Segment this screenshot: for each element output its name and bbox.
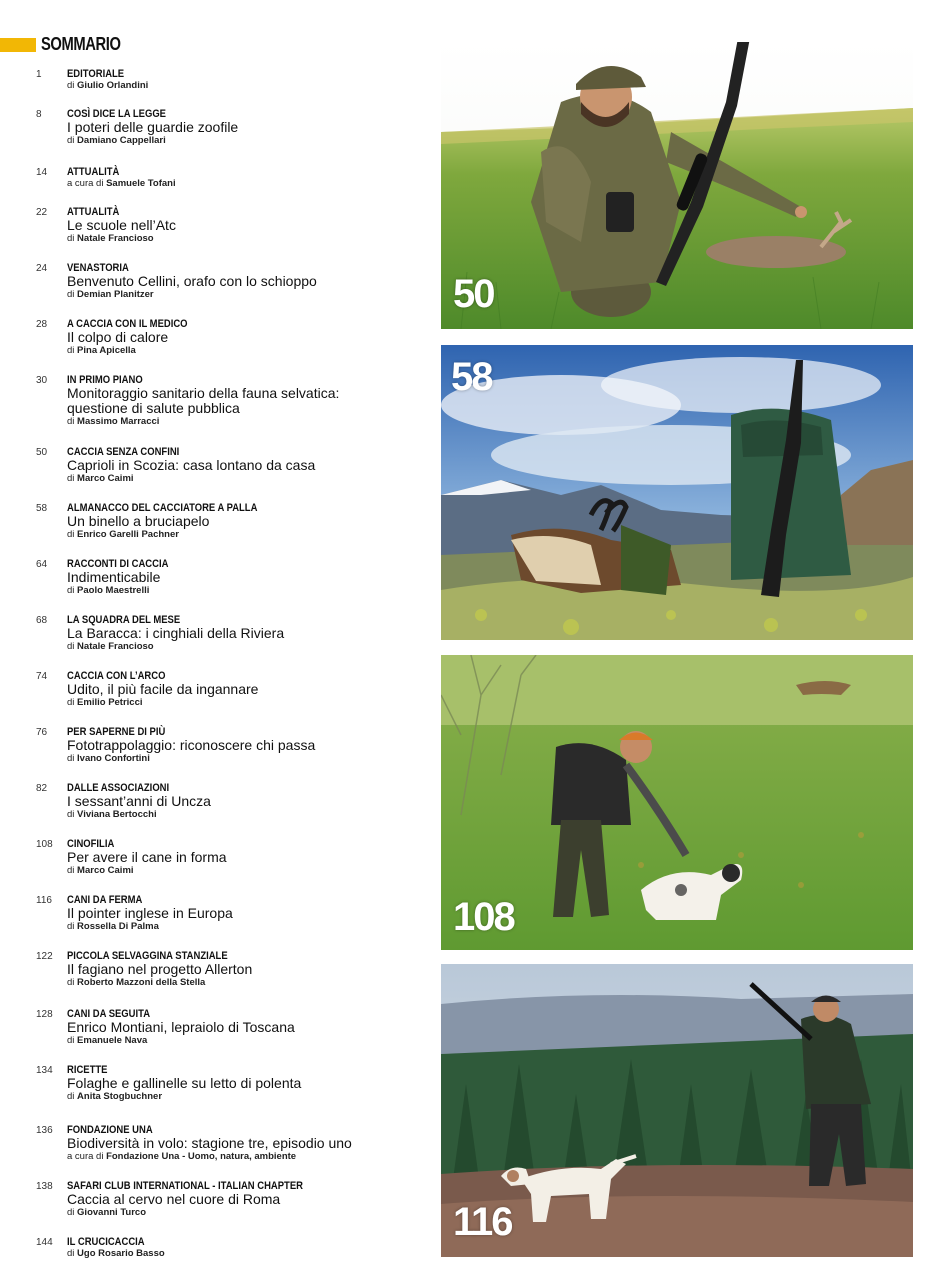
toc-section: EDITORIALE xyxy=(67,68,125,80)
toc-author: Damiano Cappellari xyxy=(77,135,166,146)
toc-byline xyxy=(67,641,430,653)
toc-title: Fototrappolaggio: riconoscere chi passa xyxy=(67,737,316,753)
byline-prefix: di xyxy=(67,921,75,932)
toc-page-number: 68 xyxy=(36,615,48,626)
toc-author: Rossella Di Palma xyxy=(77,921,159,932)
byline-prefix: di xyxy=(67,416,75,427)
toc-section: CINOFILIA xyxy=(67,838,115,850)
toc-section: FONDAZIONE UNA xyxy=(67,1124,153,1136)
toc-title: Per avere il cane in forma xyxy=(67,849,227,865)
toc-author: Giovanni Turco xyxy=(77,1207,147,1218)
toc-section: ATTUALITÀ xyxy=(67,166,120,178)
toc-author: Fondazione Una - Uomo, natura, ambiente xyxy=(106,1151,297,1162)
toc-byline xyxy=(67,753,430,765)
toc-author: Emanuele Nava xyxy=(77,1035,148,1046)
toc-section: ATTUALITÀ xyxy=(67,206,120,218)
photo-hunter-setter xyxy=(441,655,913,950)
toc-title: Enrico Montiani, lepraiolo di Toscana xyxy=(67,1019,295,1035)
toc-byline xyxy=(67,697,430,709)
toc-title: Benvenuto Cellini, orafo con lo schioppo xyxy=(67,273,317,289)
toc-page-number: 134 xyxy=(36,1065,53,1076)
toc-section: CACCIA SENZA CONFINI xyxy=(67,446,180,458)
toc-byline xyxy=(67,1091,430,1103)
toc-page-number: 116 xyxy=(36,895,52,906)
toc-author: Demian Planitzer xyxy=(77,289,154,300)
toc-byline xyxy=(67,529,430,541)
page-title: SOMMARIO xyxy=(41,34,121,54)
toc-title: Caccia al cervo nel cuore di Roma xyxy=(67,1191,281,1207)
photo-page-number: 116 xyxy=(453,1200,512,1244)
toc-byline xyxy=(67,135,430,147)
toc-byline xyxy=(67,233,430,245)
byline-prefix: di xyxy=(67,641,75,652)
toc-author: Ugo Rosario Basso xyxy=(77,1248,165,1259)
photo-page-number: 108 xyxy=(453,895,514,939)
toc-page-number: 122 xyxy=(36,951,53,962)
toc-title: I poteri delle guardie zoofile xyxy=(67,119,239,135)
byline-prefix: a cura di xyxy=(67,178,104,189)
toc-byline xyxy=(67,921,430,933)
toc-section: PER SAPERNE DI PIÙ xyxy=(67,726,166,738)
toc-page-number: 144 xyxy=(36,1237,53,1248)
toc-page-number: 14 xyxy=(36,167,48,178)
toc-section: CANI DA FERMA xyxy=(67,894,143,906)
toc-author: Anita Stogbuchner xyxy=(77,1091,163,1102)
toc-section: ALMANACCO DEL CACCIATORE A PALLA xyxy=(67,502,258,514)
byline-prefix: di xyxy=(67,1207,75,1218)
toc-page-number: 76 xyxy=(36,727,48,738)
byline-prefix: di xyxy=(67,977,75,988)
toc-page-number: 30 xyxy=(36,375,48,386)
toc-title: Un binello a bruciapelo xyxy=(67,513,210,529)
toc-byline xyxy=(67,473,430,485)
toc-title: Biodiversità in volo: stagione tre, episodio uno xyxy=(67,1135,352,1151)
toc-byline xyxy=(67,178,430,190)
toc-author: Samuele Tofani xyxy=(106,178,176,189)
photo-page-number: 58 xyxy=(451,355,492,399)
toc-author: Marco Caimi xyxy=(77,865,134,876)
toc-author: Paolo Maestrelli xyxy=(77,585,150,596)
toc-byline xyxy=(67,289,430,301)
toc-page-number: 1 xyxy=(36,69,42,80)
photo-hunter-meadow xyxy=(441,42,913,329)
toc-section: IL CRUCICACCIA xyxy=(67,1236,145,1248)
toc-page-number: 136 xyxy=(36,1125,53,1136)
toc-author: Natale Francioso xyxy=(77,233,154,244)
toc-title: I sessant’anni di Uncza xyxy=(67,793,211,809)
toc-title: Caprioli in Scozia: casa lontano da casa xyxy=(67,457,316,473)
toc-page-number: 74 xyxy=(36,671,48,682)
toc-author: Giulio Orlandini xyxy=(77,80,149,91)
toc-section: A CACCIA CON IL MEDICO xyxy=(67,318,188,330)
toc-section: LA SQUADRA DEL MESE xyxy=(67,614,181,626)
toc-author: Massimo Marracci xyxy=(77,416,160,427)
toc-page-number: 24 xyxy=(36,263,48,274)
byline-prefix: di xyxy=(67,865,75,876)
toc-page-number: 64 xyxy=(36,559,48,570)
byline-prefix: di xyxy=(67,529,75,540)
toc-page-number: 50 xyxy=(36,447,48,458)
toc-title: Il fagiano nel progetto Allerton xyxy=(67,961,253,977)
toc-author: Ivano Confortini xyxy=(77,753,150,764)
photo-hunter-pointer xyxy=(441,964,913,1257)
toc-title-continued: questione di salute pubblica xyxy=(67,400,240,416)
toc-section: VENASTORIA xyxy=(67,262,129,274)
toc-author: Roberto Mazzoni della Stella xyxy=(77,977,206,988)
toc-byline xyxy=(67,416,430,428)
toc-byline xyxy=(67,80,430,92)
toc-page-number: 108 xyxy=(36,839,53,850)
byline-prefix: di xyxy=(67,233,75,244)
toc-section: PICCOLA SELVAGGINA STANZIALE xyxy=(67,950,228,962)
byline-prefix: di xyxy=(67,697,75,708)
toc-page-number: 58 xyxy=(36,503,48,514)
toc-title: La Baracca: i cinghiali della Riviera xyxy=(67,625,285,641)
toc-author: Enrico Garelli Pachner xyxy=(77,529,179,540)
toc-section: CANI DA SEGUITA xyxy=(67,1008,151,1020)
toc-title: Monitoraggio sanitario della fauna selvatica: xyxy=(67,385,340,401)
photo-page-number: 50 xyxy=(453,272,494,316)
toc-page-number: 28 xyxy=(36,319,48,330)
byline-prefix: di xyxy=(67,345,75,356)
toc-section: RICETTE xyxy=(67,1064,108,1076)
toc-author: Marco Caimi xyxy=(77,473,134,484)
byline-prefix: di xyxy=(67,473,75,484)
toc-byline xyxy=(67,809,430,821)
toc-byline xyxy=(67,1248,430,1260)
toc-section: RACCONTI DI CACCIA xyxy=(67,558,169,570)
toc-byline xyxy=(67,1151,430,1163)
toc-title: Il colpo di calore xyxy=(67,329,169,345)
toc-page-number: 22 xyxy=(36,207,48,218)
byline-prefix: di xyxy=(67,753,75,764)
byline-prefix: di xyxy=(67,1035,75,1046)
toc-byline xyxy=(67,585,430,597)
toc-title: Udito, il più facile da ingannare xyxy=(67,681,259,697)
toc-byline xyxy=(67,865,430,877)
toc-page-number: 138 xyxy=(36,1181,53,1192)
toc-page-number: 128 xyxy=(36,1009,53,1020)
toc-author: Pina Apicella xyxy=(77,345,136,356)
toc-author: Emilio Petricci xyxy=(77,697,143,708)
toc-section: IN PRIMO PIANO xyxy=(67,374,143,386)
toc-author: Natale Francioso xyxy=(77,641,154,652)
toc-section: DALLE ASSOCIAZIONI xyxy=(67,782,170,794)
toc-byline xyxy=(67,1207,430,1219)
toc-byline xyxy=(67,345,430,357)
toc-title: Indimenticabile xyxy=(67,569,161,585)
photo-chamois-backpack xyxy=(441,345,913,640)
byline-prefix: di xyxy=(67,1248,75,1259)
byline-prefix: di xyxy=(67,135,75,146)
byline-prefix: di xyxy=(67,809,75,820)
toc-title: Il pointer inglese in Europa xyxy=(67,905,233,921)
header-accent-bar xyxy=(0,38,36,52)
byline-prefix: di xyxy=(67,585,75,596)
byline-prefix: di xyxy=(67,289,75,300)
toc-title: Folaghe e gallinelle su letto di polenta xyxy=(67,1075,302,1091)
toc-section: CACCIA CON L’ARCO xyxy=(67,670,166,682)
toc-section: COSÌ DICE LA LEGGE xyxy=(67,108,166,120)
toc-section: SAFARI CLUB INTERNATIONAL - ITALIAN CHAPTER xyxy=(67,1180,303,1192)
toc-byline xyxy=(67,1035,430,1047)
byline-prefix: di xyxy=(67,80,75,91)
toc-byline xyxy=(67,977,430,989)
byline-prefix: di xyxy=(67,1091,75,1102)
byline-prefix: a cura di xyxy=(67,1151,104,1162)
toc-author: Viviana Bertocchi xyxy=(77,809,157,820)
toc-page-number: 8 xyxy=(36,109,42,120)
toc-page-number: 82 xyxy=(36,783,48,794)
toc-title: Le scuole nell’Atc xyxy=(67,217,176,233)
